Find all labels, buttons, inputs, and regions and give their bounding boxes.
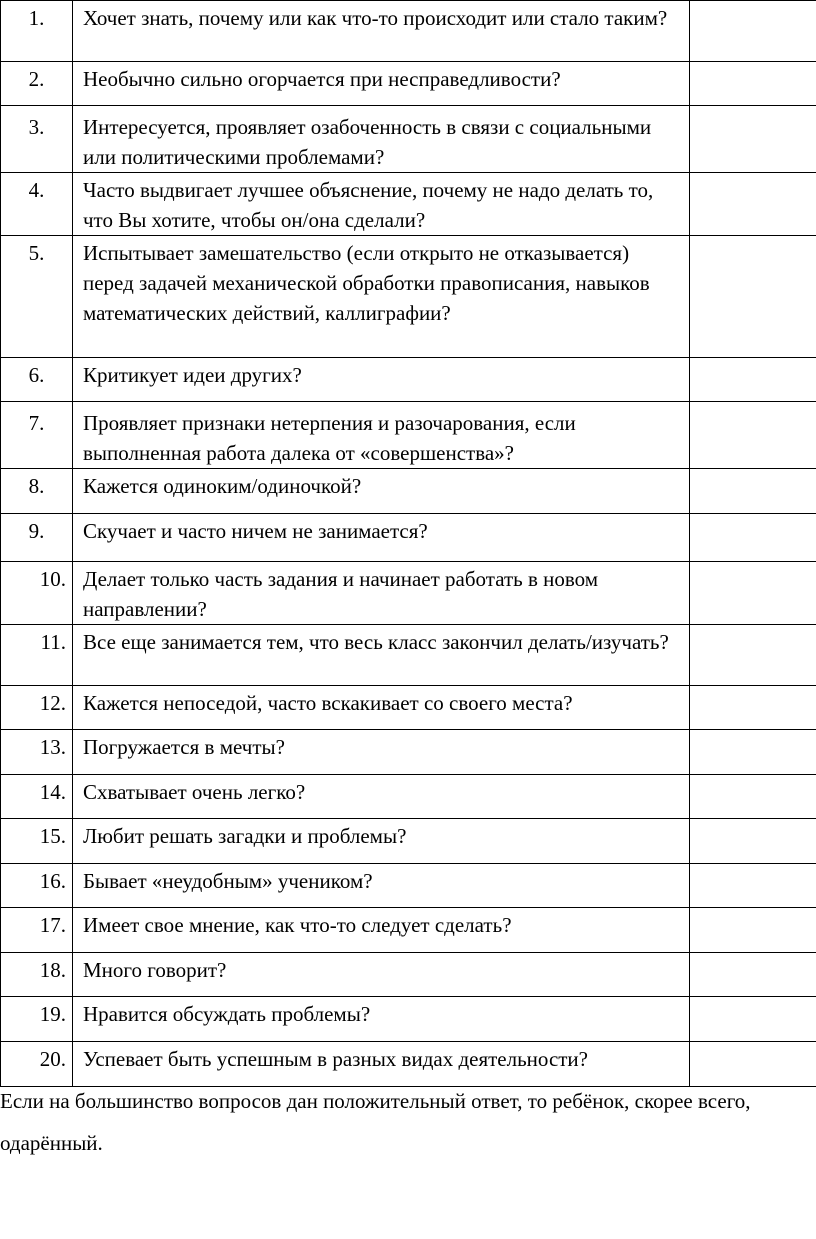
question-text: Необычно сильно огорчается при несправедливости? (73, 62, 690, 106)
question-text: Кажется непоседой, часто вскакивает со своего места? (73, 686, 690, 730)
question-text: Любит решать загадки и проблемы? (73, 819, 690, 864)
answer-cell[interactable] (690, 402, 816, 469)
table-row (1, 997, 816, 1042)
question-number: 20. (1, 1042, 73, 1087)
answer-cell[interactable] (690, 625, 816, 686)
answer-cell[interactable] (690, 819, 816, 864)
question-number: 8. (1, 469, 73, 514)
answer-cell[interactable] (690, 775, 816, 819)
table-row (1, 819, 816, 864)
table-row (1, 562, 816, 625)
question-number: 19. (1, 997, 73, 1042)
table-row (1, 236, 816, 358)
question-number: 6. (1, 358, 73, 402)
question-text: Успевает быть успешным в разных видах деятельности? (73, 1042, 690, 1087)
answer-cell[interactable] (690, 562, 816, 625)
question-text: Много говорит? (73, 953, 690, 997)
table-row (1, 1, 816, 62)
question-number: 1. (1, 1, 73, 62)
table-row (1, 908, 816, 953)
answer-cell[interactable] (690, 469, 816, 514)
table-row (1, 864, 816, 908)
question-text: Нравится обсуждать проблемы? (73, 997, 690, 1042)
question-text: Испытывает замешательство (если открыто не отказывается) перед задачей механической обработки правописания, навыков математических действий, каллиграфии? (73, 236, 690, 358)
table-row (1, 173, 816, 236)
question-number: 17. (1, 908, 73, 953)
table-row (1, 775, 816, 819)
table-row (1, 106, 816, 173)
table-row (1, 62, 816, 106)
question-text: Интересуется, проявляет озабоченность в связи с социальными или политическими проблемами? (73, 106, 690, 173)
answer-cell[interactable] (690, 686, 816, 730)
table-row (1, 686, 816, 730)
question-number: 13. (1, 730, 73, 775)
answer-cell[interactable] (690, 173, 816, 236)
answer-cell[interactable] (690, 730, 816, 775)
answer-cell[interactable] (690, 953, 816, 997)
question-number: 15. (1, 819, 73, 864)
question-text: Делает только часть задания и начинает работать в новом направлении? (73, 562, 690, 625)
answer-cell[interactable] (690, 864, 816, 908)
answer-cell[interactable] (690, 1, 816, 62)
question-number: 16. (1, 864, 73, 908)
question-text: Схватывает очень легко? (73, 775, 690, 819)
answer-cell[interactable] (690, 62, 816, 106)
answer-cell[interactable] (690, 358, 816, 402)
answer-cell[interactable] (690, 997, 816, 1042)
question-number: 9. (1, 514, 73, 562)
question-text: Имеет свое мнение, как что-то следует сделать? (73, 908, 690, 953)
table-row (1, 514, 816, 562)
answer-cell[interactable] (690, 908, 816, 953)
question-number: 7. (1, 402, 73, 469)
question-text: Скучает и часто ничем не занимается? (73, 514, 690, 562)
answer-cell[interactable] (690, 514, 816, 562)
question-text: Хочет знать, почему или как что-то происходит или стало таким? (73, 1, 690, 62)
table-row (1, 358, 816, 402)
answer-cell[interactable] (690, 236, 816, 358)
question-number: 5. (1, 236, 73, 358)
table-row (1, 730, 816, 775)
table-row (1, 469, 816, 514)
question-text: Часто выдвигает лучшее объяснение, почему не надо делать то, что Вы хотите, чтобы он/она сделали? (73, 173, 690, 236)
question-text: Проявляет признаки нетерпения и разочарования, если выполненная работа далека от «совершенства»? (73, 402, 690, 469)
question-number: 10. (1, 562, 73, 625)
question-text: Бывает «неудобным» учеником? (73, 864, 690, 908)
question-number: 4. (1, 173, 73, 236)
question-number: 12. (1, 686, 73, 730)
question-text: Критикует идеи других? (73, 358, 690, 402)
question-number: 11. (1, 625, 73, 686)
table-row (1, 953, 816, 997)
question-text: Погружается в мечты? (73, 730, 690, 775)
table-row (1, 625, 816, 686)
answer-cell[interactable] (690, 106, 816, 173)
question-number: 3. (1, 106, 73, 173)
question-text: Кажется одиноким/одиночкой? (73, 469, 690, 514)
question-number: 2. (1, 62, 73, 106)
table-row (1, 402, 816, 469)
question-text: Все еще занимается тем, что весь класс закончил делать/изучать? (73, 625, 690, 686)
question-number: 18. (1, 953, 73, 997)
question-number: 14. (1, 775, 73, 819)
conclusion-note: Если на большинство вопросов дан положительный ответ, то ребёнок, скорее всего, одарённый. (0, 1089, 751, 1155)
